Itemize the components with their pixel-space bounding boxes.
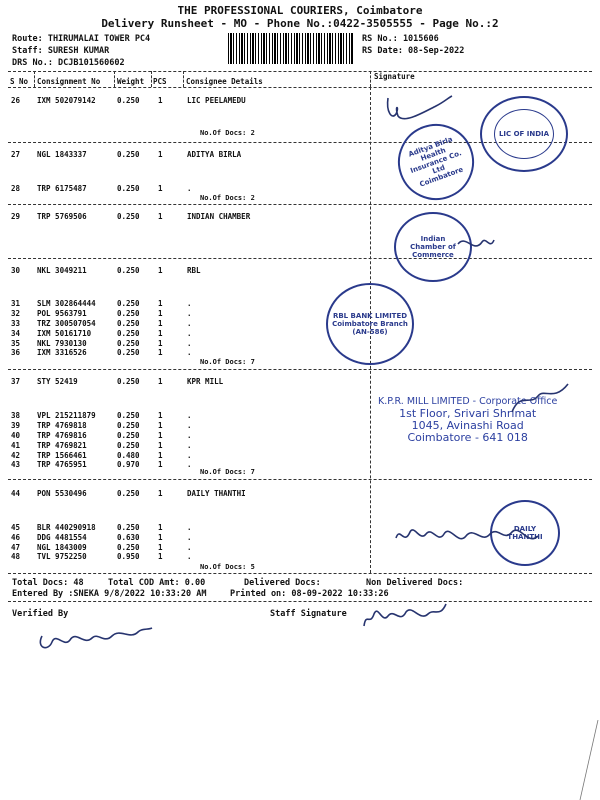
non-delivered-docs: Non Delivered Docs:: [366, 578, 464, 588]
chamber-stamp-text: Indian Chamber of Commerce: [410, 235, 456, 259]
row-sno: 36: [11, 348, 21, 357]
group-divider: [8, 258, 592, 259]
page-fold-mark: [560, 720, 600, 800]
row-pcs: 1: [158, 543, 163, 552]
row-consignment: TRP 4769818: [37, 421, 87, 430]
row-weight: 0.480: [117, 451, 140, 460]
doc-count: No.Of Docs: 2: [200, 129, 255, 137]
row-consignee: .: [187, 329, 192, 338]
row-consignee: .: [187, 441, 192, 450]
row-sno: 46: [11, 533, 21, 542]
group-divider: [8, 369, 592, 370]
doc-count: No.Of Docs: 5: [200, 563, 255, 571]
row-pcs: 1: [158, 309, 163, 318]
row-pcs: 1: [158, 329, 163, 338]
row-sno: 40: [11, 431, 21, 440]
lic-stamp-text: LIC OF INDIA: [498, 130, 550, 138]
row-consignment: NGL 1843337: [37, 150, 87, 159]
row-consignment: IXM 502079142: [37, 96, 96, 105]
doc-count: No.Of Docs: 7: [200, 468, 255, 476]
row-sno: 29: [11, 212, 21, 221]
row-pcs: 1: [158, 431, 163, 440]
row-sno: 37: [11, 377, 21, 386]
row-consignee: .: [187, 533, 192, 542]
row-pcs: 1: [158, 441, 163, 450]
row-pcs: 1: [158, 339, 163, 348]
row-consignee: .: [187, 309, 192, 318]
row-consignee: .: [187, 543, 192, 552]
row-consignment: IXM 50161710: [37, 329, 92, 338]
row-consignment: TRZ 300507054: [37, 319, 96, 328]
row-consignment: IXM 3316526: [37, 348, 87, 357]
row-consignment: NKL 7930130: [37, 339, 87, 348]
row-sno: 28: [11, 184, 21, 193]
rs-date: RS Date: 08-Sep-2022: [362, 46, 465, 56]
row-pcs: 1: [158, 533, 163, 542]
row-weight: 0.250: [117, 329, 140, 338]
doc-count: No.Of Docs: 2: [200, 194, 255, 202]
kpr-stamp-line4: Coimbatore - 641 018: [407, 431, 528, 444]
row-sno: 38: [11, 411, 21, 420]
row-consignee: .: [187, 411, 192, 420]
row-consignee: .: [187, 348, 192, 357]
row-pcs: 1: [158, 489, 163, 498]
column-header-consignee: Consignee Details: [186, 77, 263, 86]
row-consignment: TRP 1566461: [37, 451, 87, 460]
row-consignment: NKL 3049211: [37, 266, 87, 275]
rbl-stamp-title: RBL BANK LIMITED: [332, 312, 408, 320]
row-consignee: KPR MILL: [187, 377, 224, 386]
kpr-stamp-line1: K.P.R. MILL LIMITED - Corporate Office: [378, 396, 558, 407]
barcode: [228, 33, 354, 64]
row-pcs: 1: [158, 523, 163, 532]
rbl-stamp-body: [332, 312, 408, 336]
row-pcs: 1: [158, 411, 163, 420]
column-header-sno: S No: [10, 77, 29, 86]
row-weight: 0.250: [117, 319, 140, 328]
row-consignment: SLM 302864444: [37, 299, 96, 308]
row-consignment: POL 9563791: [37, 309, 87, 318]
row-sno: 43: [11, 460, 21, 469]
kpr-stamp-line2: 1st Floor, Srivari Shrimat: [399, 407, 537, 420]
row-pcs: 1: [158, 552, 163, 561]
rbl-stamp-branch: Coimbatore Branch: [332, 320, 408, 328]
row-weight: 0.950: [117, 552, 140, 561]
row-pcs: 1: [158, 421, 163, 430]
kpr-signature: [508, 382, 572, 418]
kpr-stamp-line3: 1045, Avinashi Road: [411, 419, 524, 432]
verified-by-label: Verified By: [12, 609, 69, 619]
row-consignee: .: [187, 184, 192, 193]
row-consignment: TRP 5769506: [37, 212, 87, 221]
row-pcs: 1: [158, 96, 163, 105]
entered-by: Entered By :SNEKA 9/8/2022 10:33:20 AM: [12, 589, 207, 599]
row-weight: 0.250: [117, 377, 140, 386]
row-consignee: .: [187, 460, 192, 469]
row-sno: 35: [11, 339, 21, 348]
row-consignee: .: [187, 431, 192, 440]
row-sno: 41: [11, 441, 21, 450]
lic-stamp: [480, 96, 568, 172]
row-weight: 0.250: [117, 543, 140, 552]
row-weight: 0.250: [117, 299, 140, 308]
row-sno: 32: [11, 309, 21, 318]
row-pcs: 1: [158, 150, 163, 159]
row-consignee: .: [187, 339, 192, 348]
row-weight: 0.250: [117, 184, 140, 193]
staff-label: Staff: SURESH KUMAR: [12, 46, 110, 56]
column-header-consignment: Consignment No: [37, 77, 101, 86]
verified-signature: [34, 618, 154, 654]
row-weight: 0.250: [117, 489, 140, 498]
row-weight: 0.250: [117, 421, 140, 430]
group-divider: [8, 573, 592, 574]
chamber-signature: [456, 232, 496, 256]
row-sno: 30: [11, 266, 21, 275]
row-consignment: BLR 440290918: [37, 523, 96, 532]
column-header-pcs: PCS: [153, 77, 167, 86]
group-divider: [8, 479, 592, 480]
rbl-stamp-code: (AN-586): [352, 328, 388, 336]
daily-thanthi-stamp-text: DAILY THANTHI: [507, 525, 543, 541]
row-consignment: DDG 4481554: [37, 533, 87, 542]
row-weight: 0.630: [117, 533, 140, 542]
row-pcs: 1: [158, 460, 163, 469]
row-pcs: 1: [158, 377, 163, 386]
row-sno: 48: [11, 552, 21, 561]
row-consignee: DAILY THANTHI: [187, 489, 246, 498]
row-consignee: .: [187, 523, 192, 532]
row-consignee: .: [187, 451, 192, 460]
row-pcs: 1: [158, 266, 163, 275]
total-cod: Total COD Amt: 0.00: [108, 578, 206, 588]
row-pcs: 1: [158, 319, 163, 328]
column-divider: [183, 71, 184, 87]
total-docs: Total Docs: 48: [12, 578, 84, 588]
column-header-signature: Signature: [374, 72, 415, 81]
row-consignment: NGL 1843009: [37, 543, 87, 552]
drs-label: DRS No.: DCJB101560602: [12, 58, 125, 68]
row-pcs: 1: [158, 184, 163, 193]
row-sno: 47: [11, 543, 21, 552]
row-consignment: VPL 215211879: [37, 411, 96, 420]
aditya-birla-stamp-text: Aditya Birla Health Insurance Co. Ltd Coimbatore: [407, 135, 465, 189]
row-consignee: .: [187, 552, 192, 561]
row-sno: 34: [11, 329, 21, 338]
row-sno: 44: [11, 489, 21, 498]
row-consignee: RBL: [187, 266, 201, 275]
row-consignment: TRP 4769816: [37, 431, 87, 440]
row-weight: 0.250: [117, 348, 140, 357]
document-title: THE PROFESSIONAL COURIERS, Coimbatore: [177, 4, 423, 17]
row-weight: 0.250: [117, 339, 140, 348]
divider: [8, 71, 592, 72]
row-weight: 0.250: [117, 150, 140, 159]
route-label: Route: THIRUMALAI TOWER PC4: [12, 34, 151, 44]
delivered-docs: Delivered Docs:: [244, 578, 321, 588]
row-weight: 0.250: [117, 431, 140, 440]
row-sno: 42: [11, 451, 21, 460]
printed-on: Printed on: 08-09-2022 10:33:26: [230, 589, 389, 599]
row-pcs: 1: [158, 451, 163, 460]
signature-scribble: [384, 92, 456, 128]
row-pcs: 1: [158, 348, 163, 357]
column-header-weight: Weight: [117, 77, 145, 86]
row-consignee: .: [187, 319, 192, 328]
row-sno: 26: [11, 96, 21, 105]
row-weight: 0.250: [117, 266, 140, 275]
row-sno: 31: [11, 299, 21, 308]
row-consignment: PON 5530496: [37, 489, 87, 498]
row-consignee: LIC PEELAMEDU: [187, 96, 246, 105]
row-consignment: TVL 9752250: [37, 552, 87, 561]
row-consignee: .: [187, 421, 192, 430]
group-divider: [8, 204, 592, 205]
row-weight: 0.250: [117, 212, 140, 221]
row-consignment: TRP 6175487: [37, 184, 87, 193]
column-divider: [114, 71, 115, 87]
row-sno: 33: [11, 319, 21, 328]
row-weight: 0.250: [117, 309, 140, 318]
row-weight: 0.250: [117, 411, 140, 420]
row-pcs: 1: [158, 212, 163, 221]
lic-stamp-center: [494, 109, 554, 159]
daily-thanthi-signature: [392, 516, 542, 556]
row-consignee: .: [187, 299, 192, 308]
column-divider: [370, 71, 371, 87]
row-sno: 39: [11, 421, 21, 430]
row-weight: 0.250: [117, 441, 140, 450]
row-weight: 0.250: [117, 96, 140, 105]
column-divider: [34, 71, 35, 87]
row-pcs: 1: [158, 299, 163, 308]
row-consignment: TRP 4769821: [37, 441, 87, 450]
row-sno: 45: [11, 523, 21, 532]
row-weight: 0.250: [117, 523, 140, 532]
column-divider: [151, 71, 152, 87]
row-weight: 0.970: [117, 460, 140, 469]
rs-number: RS No.: 1015606: [362, 34, 439, 44]
row-consignee: ADITYA BIRLA: [187, 150, 242, 159]
footer-divider: [8, 601, 592, 602]
rbl-bank-stamp: [326, 283, 414, 365]
staff-signature-label: Staff Signature: [270, 609, 347, 619]
staff-signature: [360, 600, 450, 630]
row-consignee: INDIAN CHAMBER: [187, 212, 251, 221]
divider: [8, 87, 592, 88]
doc-count: No.Of Docs: 7: [200, 358, 255, 366]
row-consignment: STY 52419: [37, 377, 78, 386]
row-sno: 27: [11, 150, 21, 159]
row-consignment: TRP 4765951: [37, 460, 87, 469]
document-subtitle: Delivery Runsheet - MO - Phone No.:0422-3505555 - Page No.:2: [101, 17, 499, 30]
